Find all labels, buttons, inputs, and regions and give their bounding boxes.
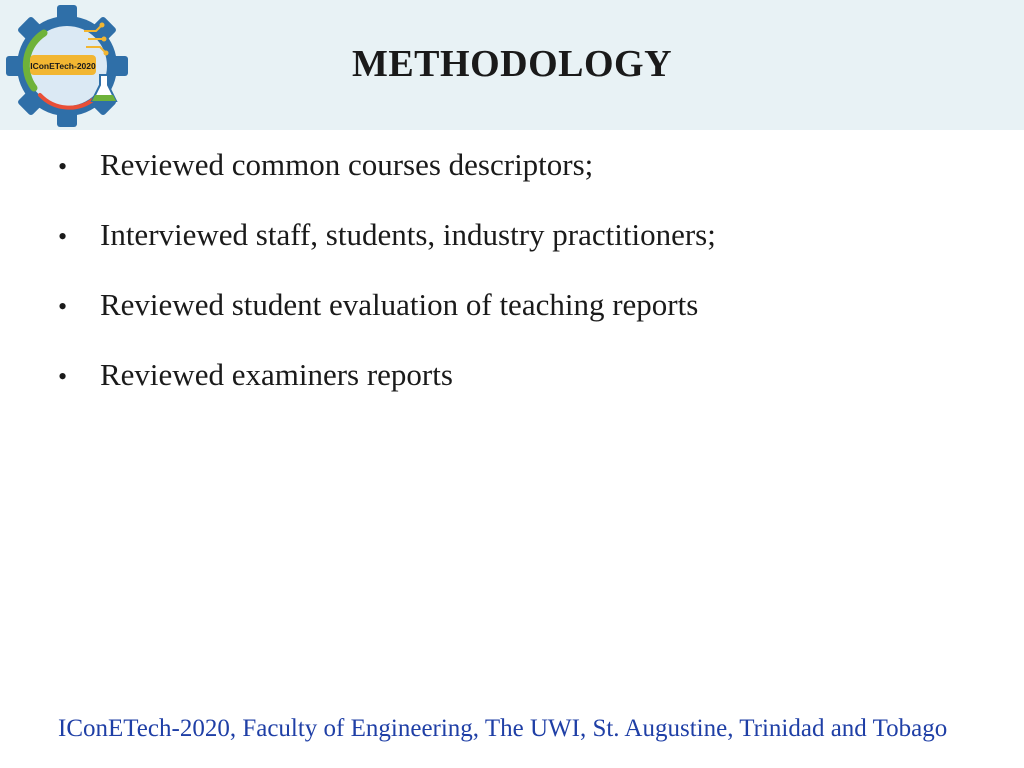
- page-title: METHODOLOGY: [351, 43, 673, 85]
- list-item: [58, 217, 716, 287]
- logo-text: IConETech-2020: [30, 61, 96, 71]
- bullet-glyph: •: [58, 152, 68, 181]
- list-item: [58, 287, 716, 357]
- list-item: [58, 357, 716, 427]
- bullet-text: Reviewed examiners reports: [100, 357, 453, 392]
- list-item: [58, 147, 716, 217]
- bullet-glyph: •: [58, 292, 68, 321]
- bullet-glyph: •: [58, 362, 68, 391]
- bullet-text: Interviewed staff, students, industry practitioners;: [100, 217, 716, 252]
- bullet-list: [58, 147, 716, 427]
- bullet-text: Reviewed student evaluation of teaching reports: [100, 287, 699, 322]
- bullet-text: Reviewed common courses descriptors;: [100, 147, 594, 182]
- bullet-glyph: •: [58, 222, 68, 251]
- footer-text: IConETech-2020, Faculty of Engineering, The UWI, St. Augustine, Trinidad and Tobago: [58, 715, 948, 742]
